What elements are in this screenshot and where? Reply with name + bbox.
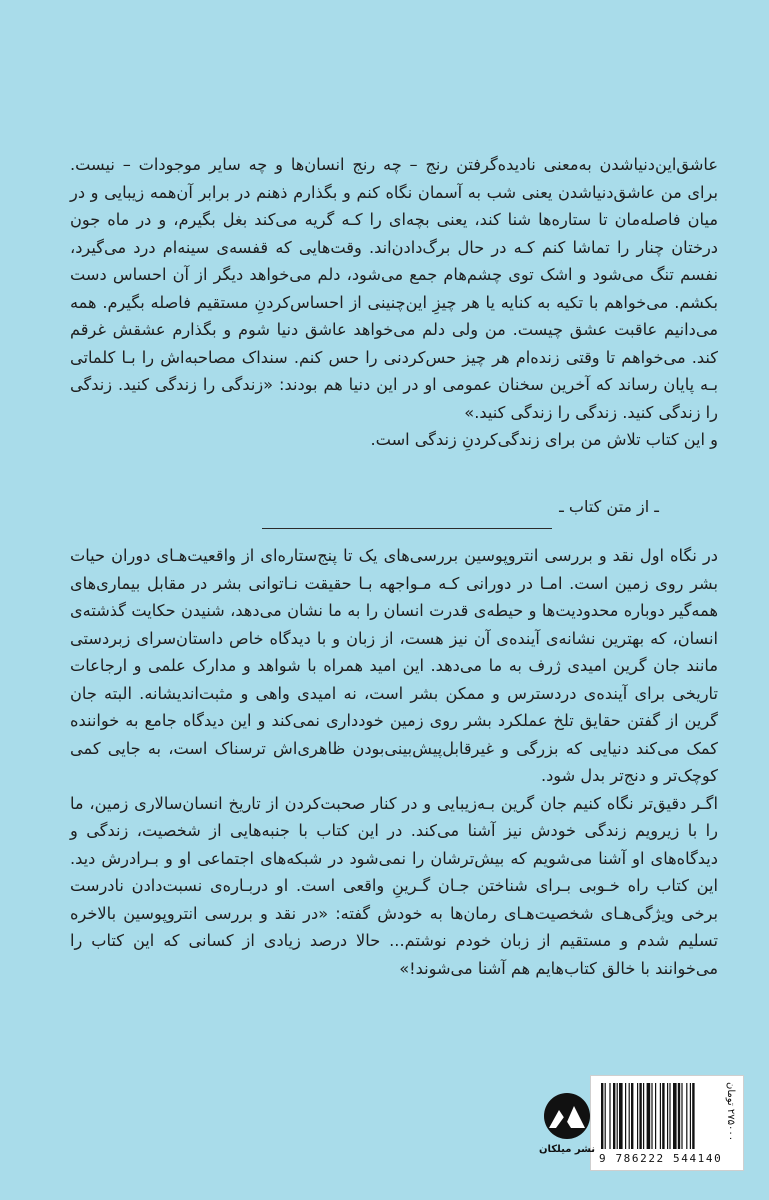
isbn-barcode: [590, 1075, 744, 1171]
publisher-name: نشر میلکان: [538, 1144, 596, 1155]
isbn-number: 9 786222 544140: [599, 1152, 723, 1165]
review-paragraph-1: در نگاه اول نقد و بررسی انتروپوسین بررسی‌های یک تا پنج‌ستاره‌ای از واقعیت‌هـای دوران حیات بشر روی زمین است. امـا در دورانی کـه مـواجهه بـا حقیقت نـاتوانی بشر در مقابل بیماری‌های همه‌گیر دوباره محدودیت‌ها و حیطه‌ی قدرت انسان را به ما نشان می‌دهد، شنیدن حکایت گذشته‌ی انسان، که بهترین نشانه‌ی آینده‌ی آن نیز هست، از زبان و با دیدگاه خاص داستان‌سرای زبردستی مانند جان گرین امیدی ژرف به ما می‌دهد. این امید همراه با شواهد و مدارک علمی و ارجاعات تاریخی برای آینده‌ی دردسترس و ممکن بشر است، نه امیدی واهی و مثبت‌اندیشانه. البته جان گرین از گفتن حقایق تلخ عملکرد بشر روی زمین خودداری نمی‌کند و این دیدگاه جامع به خواننده کمک می‌کند دنیایی که بزرگی و غیرقابل‌پیش‌بینی‌بودن ظاهری‌اش ترسناک است، به جایی کمی کوچک‌تر و دنج‌تر بدل شود.: [70, 546, 718, 785]
price-label: ۲۷۵۰۰۰ تومان: [725, 1082, 736, 1142]
quote-paragraph: عاشق‌این‌دنیاشدن به‌معنی نادیده‌گرفتن رنج – چه رنج انسان‌ها و چه سایر موجودات – نیست. برای من عاشق‌دنیاشدن یعنی شب به آسمان نگاه کنم و بگذارم ذهنم در برابر آن‌همه زیبایی و در میان فاصله‌مان تا ستاره‌ها شنا کند، یعنی بچه‌ای را کـه گریه می‌کند بغل بگیرم، و در ماه جون درختان چنار را تماشا کنم کـه در حال برگ‌دادن‌اند. وقت‌هایی که قفسه‌ی سینه‌ام درد می‌گیرد، نفسم تنگ می‌شود و اشک توی چشم‌هام جمع می‌شود، دلم می‌خواهد دیگر از آن احساس دست بکشم. می‌خواهم با تکیه به کنایه یا هر چیزِ این‌چنینی از احساس‌کردنِ مستقیم فاصله بگیرم. همه می‌دانیم عاقبت عشق چیست. من ولی دلم می‌خواهد عاشق دنیا شوم و بگذارم عشقش غرقم کند. می‌خواهم تا وقتی زنده‌ام هر چیز حس‌کردنی را حس کنم. سنداک مصاحبه‌اش را بـا کلماتی بـه پایان رساند که آخرین سخنان عمومی او در این دنیا هم بودند: «زندگی را زندگی کنید. زندگی را زندگی کنید. زندگی را زندگی کنید.»: [70, 155, 718, 422]
barcode-icon: [599, 1083, 723, 1151]
review-paragraph-2: اگـر دقیق‌تر نگاه کنیم جان گرین بـه‌زیبایی و در کنار صحبت‌کردن از تاریخ انسان‌سالاری زمین، ما را با زیرویم زندگی خودش نیز آشنا می‌کند. در این کتاب با جنبه‌هایی از شخصیت، زندگی و دیدگاه‌های او آشنا می‌شویم که بیش‌ترشان را نمی‌شود در شبکه‌های اجتماعی او و بـرادرش دید. این کتاب راه خـوبی بـرای شناختن جـان گـرینِ واقعی است. او دربـاره‌ی نسبت‌دادن نادرست برخی ویژگی‌هـای شخصیت‌هـای رمان‌ها به خودش گفته: «در نقد و بررسی انتروپوسین بالاخره تسلیم شدم و مستقیم از زبان خودم نوشتم... حالا درصد زیادی از کسانی که این کتاب را می‌خوانند با خالق کتاب‌هایم هم آشنا می‌شوند!»: [70, 793, 718, 978]
section-divider: [262, 528, 552, 529]
mountains-logo-icon: [543, 1092, 591, 1140]
quote-closing-line: و این کتاب تلاش من برای زندگی‌کردنِ زندگی است.: [370, 430, 718, 449]
quote-source: ـ از متن کتاب ـ: [559, 497, 659, 516]
back-cover-quote: [70, 151, 718, 454]
back-cover-review: [70, 542, 718, 982]
